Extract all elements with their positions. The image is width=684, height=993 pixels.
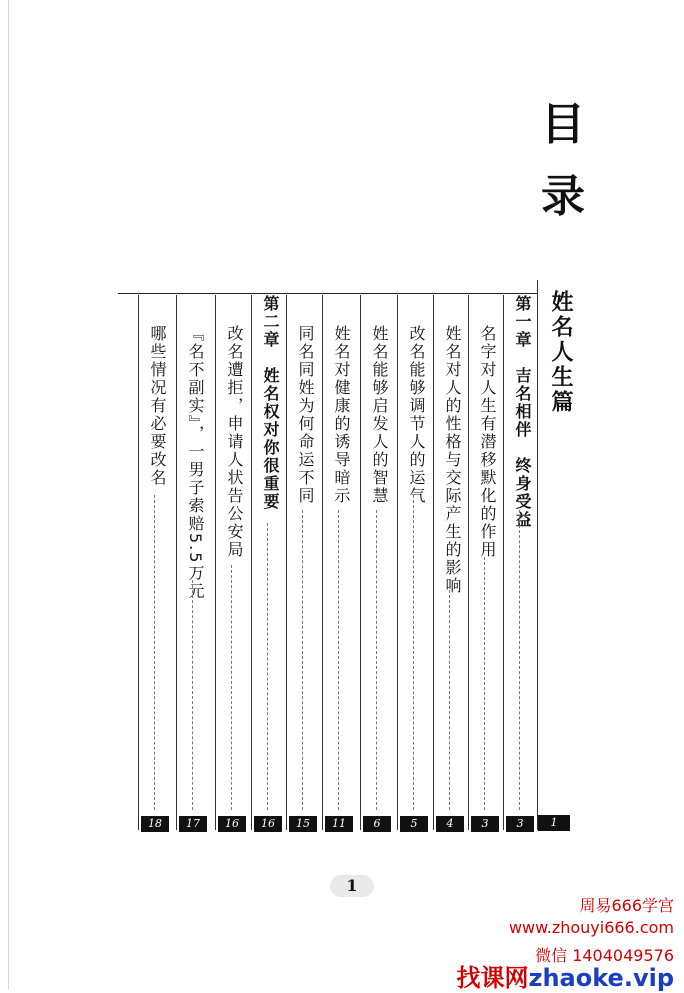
toc-entry-text: 改名能够调节人的运气 — [407, 325, 426, 505]
toc-entry-text: 姓名对健康的诱导暗示 — [332, 325, 351, 505]
toc-page-number: 4 — [436, 816, 464, 832]
table-top-rule — [118, 293, 538, 294]
watermark-wechat: 微信 1404049576 — [535, 946, 674, 965]
toc-entry-text: 姓名能够启发人的智慧 — [370, 325, 389, 505]
toc-page-number: 16 — [218, 816, 246, 832]
toc-entry-text: 『名不副实』，一男子索赔5.5万元 — [186, 325, 205, 601]
toc-entry-text: 姓名对人的性格与交际产生的影响 — [443, 325, 462, 595]
page-folio: 1 — [330, 875, 374, 897]
toc-page-number: 3 — [471, 816, 499, 832]
toc-entry-1[interactable] — [503, 295, 537, 830]
toc-page-number: 16 — [254, 816, 282, 832]
part-title: 姓名人生篇 — [548, 290, 573, 415]
toc-page-number: 6 — [363, 816, 391, 832]
heading-char-mu: 目 — [541, 99, 585, 150]
toc-page-number: 3 — [506, 816, 534, 832]
toc-entry-text: 名字对人生有潜移默化的作用 — [478, 325, 497, 559]
toc-entry-5[interactable] — [360, 295, 394, 830]
part-page-number: 1 — [538, 815, 570, 831]
toc-page-number: 18 — [141, 816, 169, 832]
toc-entry-11[interactable] — [138, 295, 172, 830]
page-edge-divider — [8, 0, 9, 990]
toc-entry-4[interactable] — [397, 295, 431, 830]
toc-entry-10[interactable] — [176, 295, 210, 830]
toc-entry-7[interactable] — [286, 295, 320, 830]
toc-entry-text: 同名同姓为何命运不同 — [296, 325, 315, 505]
toc-entry-text: 第一章 吉名相伴 终身受益 — [513, 295, 532, 529]
toc-entry-text: 改名遭拒，申请人状告公安局 — [225, 325, 244, 559]
toc-entry-9[interactable] — [215, 295, 249, 830]
toc-page-number: 17 — [179, 816, 207, 832]
toc-page-number: 5 — [400, 816, 428, 832]
watermark-line-1: 周易666学宫 — [579, 896, 674, 915]
watermark-logo-cn: 找课网 — [456, 964, 529, 992]
toc-entry-6[interactable] — [322, 295, 356, 830]
watermark-logo-en: zhaoke.vip — [528, 964, 674, 992]
watermark-logo — [457, 958, 675, 993]
toc-entry-3[interactable] — [433, 295, 467, 830]
toc-entry-8[interactable] — [251, 295, 285, 830]
heading-char-lu: 录 — [541, 171, 585, 222]
watermark-url: www.zhouyi666.com — [508, 918, 674, 937]
toc-page-number: 15 — [289, 816, 317, 832]
toc-page-number: 11 — [325, 816, 353, 832]
toc-entry-text: 第二章 姓名权对你很重要 — [261, 295, 280, 511]
toc-entry-2[interactable] — [468, 295, 502, 830]
toc-entry-text: 哪些情况有必要改名 — [148, 325, 167, 487]
